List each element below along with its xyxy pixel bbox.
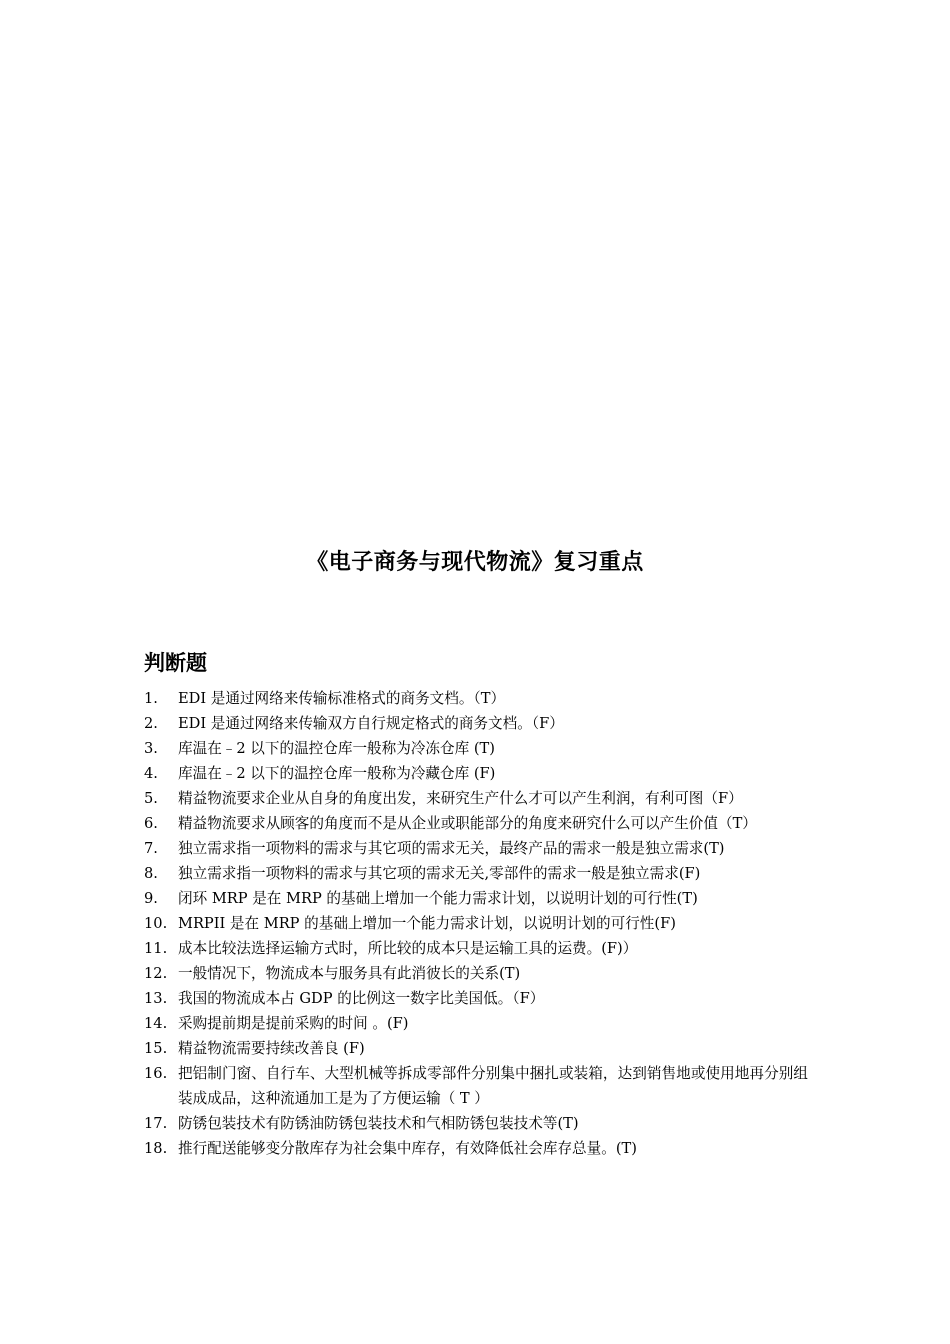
- item-number: 6.: [144, 815, 158, 832]
- list-item: [144, 786, 808, 811]
- item-text: 精益物流要求从顾客的角度而不是从企业或职能部分的角度来研究什么可以产生价值（T）: [178, 815, 757, 832]
- item-number: 1.: [144, 690, 158, 707]
- list-item: [144, 711, 808, 736]
- item-number: 16.: [144, 1065, 168, 1082]
- item-number: 9.: [144, 890, 158, 907]
- item-text: 把铝制门窗、自行车、大型机械等拆成零部件分别集中捆扎或装箱，达到销售地或使用地再分别组装成成品，这种流通加工是为了方便运输（ T ）: [178, 1065, 808, 1107]
- list-item: [144, 686, 808, 711]
- list-item: [144, 1111, 808, 1136]
- item-text: 一般情况下，物流成本与服务具有此消彼长的关系(T): [178, 965, 521, 982]
- section-heading: 判断题: [144, 651, 207, 675]
- list-item: [144, 1036, 808, 1061]
- list-item: [144, 811, 808, 836]
- item-number: 17.: [144, 1115, 168, 1132]
- list-item: [144, 1061, 808, 1111]
- item-text: 防锈包装技术有防锈油防锈包装技术和气相防锈包装技术等(T): [178, 1115, 579, 1132]
- list-item: [144, 936, 808, 961]
- item-text: MRPII 是在 MRP 的基础上增加一个能力需求计划，以说明计划的可行性(F): [178, 915, 676, 932]
- item-number: 14.: [144, 1015, 168, 1032]
- item-text: 闭环 MRP 是在 MRP 的基础上增加一个能力需求计划，以说明计划的可行性(T): [178, 890, 698, 907]
- list-item: [144, 911, 808, 936]
- list-item: [144, 736, 808, 761]
- item-text: 独立需求指一项物料的需求与其它项的需求无关,零部件的需求一般是独立需求(F): [178, 865, 701, 882]
- item-number: 5.: [144, 790, 158, 807]
- item-text: 库温在﹣2 以下的温控仓库一般称为冷藏仓库 (F): [178, 765, 496, 782]
- list-item: [144, 961, 808, 986]
- item-text: 库温在﹣2 以下的温控仓库一般称为冷冻仓库 (T): [178, 740, 495, 757]
- list-item: [144, 836, 808, 861]
- list-item: [144, 886, 808, 911]
- list-item: [144, 761, 808, 786]
- item-number: 10.: [144, 915, 168, 932]
- list-item: [144, 986, 808, 1011]
- item-number: 13.: [144, 990, 168, 1007]
- item-number: 3.: [144, 740, 158, 757]
- list-item: [144, 1136, 808, 1161]
- item-number: 7.: [144, 840, 158, 857]
- question-list: [144, 686, 808, 1161]
- list-item: [144, 861, 808, 886]
- item-text: 采购提前期是提前采购的时间 。(F): [178, 1015, 409, 1032]
- item-text: 成本比较法选择运输方式时，所比较的成本只是运输工具的运费。(F)）: [178, 940, 638, 957]
- item-number: 4.: [144, 765, 158, 782]
- item-text: 精益物流要求企业从自身的角度出发，来研究生产什么才可以产生利润，有利可图（F）: [178, 790, 743, 807]
- item-text: EDI 是通过网络来传输双方自行规定格式的商务文档。（F）: [178, 715, 564, 732]
- item-text: 推行配送能够变分散库存为社会集中库存，有效降低社会库存总量。(T): [178, 1140, 637, 1157]
- item-number: 12.: [144, 965, 168, 982]
- item-text: 独立需求指一项物料的需求与其它项的需求无关，最终产品的需求一般是独立需求(T): [178, 840, 725, 857]
- item-number: 18.: [144, 1140, 168, 1157]
- item-number: 11.: [144, 940, 168, 957]
- item-number: 15.: [144, 1040, 168, 1057]
- list-item: [144, 1011, 808, 1036]
- page-title: 《电子商务与现代物流》复习重点: [306, 550, 644, 575]
- item-text: 精益物流需要持续改善良 (F): [178, 1040, 365, 1057]
- item-text: EDI 是通过网络来传输标准格式的商务文档。（T）: [178, 690, 506, 707]
- item-number: 2.: [144, 715, 158, 732]
- item-text: 我国的物流成本占 GDP 的比例这一数字比美国低。（F）: [178, 990, 545, 1007]
- item-number: 8.: [144, 865, 158, 882]
